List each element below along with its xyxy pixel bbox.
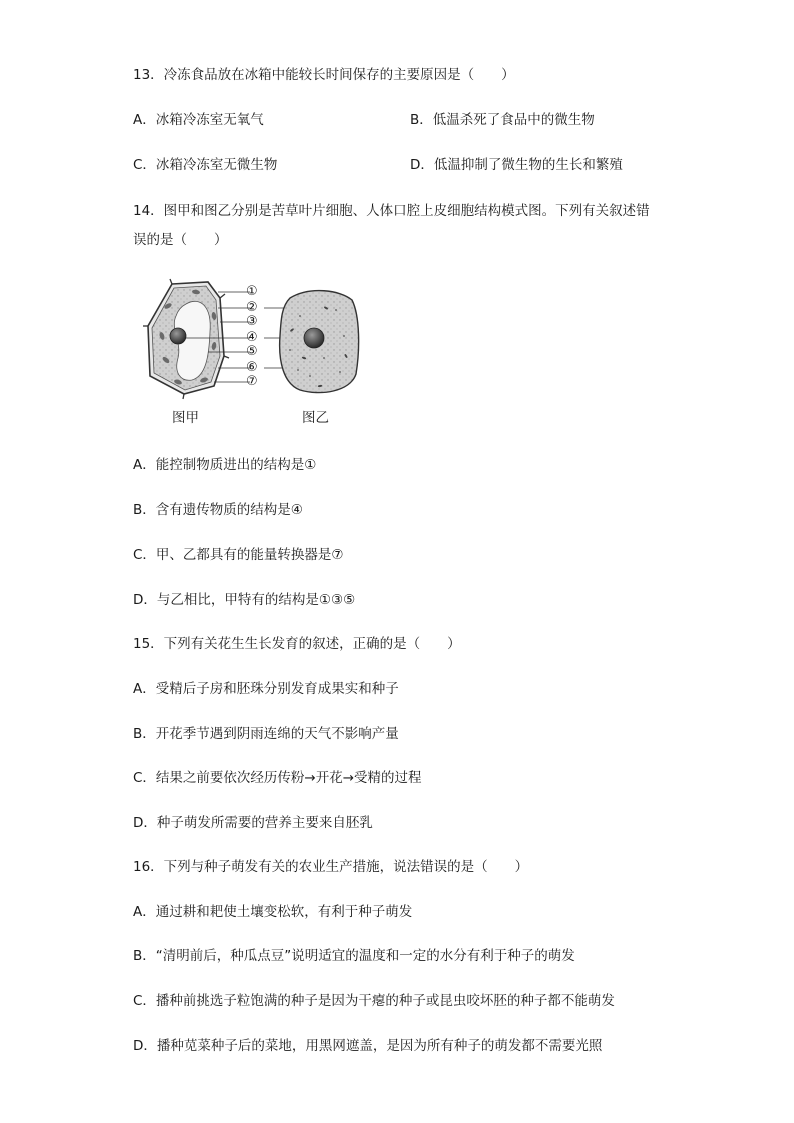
q14-option-d: D．与乙相比，甲特有的结构是①③⑤ bbox=[133, 592, 356, 608]
label-3: ③ bbox=[246, 314, 258, 329]
q14-option-b: B．含有遗传物质的结构是④ bbox=[133, 502, 303, 518]
q14-option-c: C．甲、乙都具有的能量转换器是⑦ bbox=[133, 547, 344, 563]
q14-stem-line1: 14．图甲和图乙分别是苦草叶片细胞、人体口腔上皮细胞结构模式图。下列有关叙述错 bbox=[133, 203, 650, 219]
q15-option-b: B．开花季节遇到阴雨连绵的天气不影响产量 bbox=[133, 726, 399, 742]
cell-structure-figure bbox=[140, 276, 380, 432]
caption-right: 图乙 bbox=[302, 410, 329, 426]
q13-option-d: D．低温抑制了微生物的生长和繁殖 bbox=[410, 157, 623, 173]
q16-stem: 16．下列与种子萌发有关的农业生产措施，说法错误的是（ ） bbox=[133, 859, 529, 875]
q16-option-c: C．播种前挑选子粒饱满的种子是因为干瘪的种子或昆虫咬坏胚的种子都不能萌发 bbox=[133, 993, 615, 1009]
label-4: ④ bbox=[246, 330, 258, 345]
q14-option-a: A．能控制物质进出的结构是① bbox=[133, 457, 317, 473]
q15-option-d: D．种子萌发所需要的营养主要来自胚乳 bbox=[133, 815, 373, 831]
label-2: ② bbox=[246, 300, 258, 315]
q13-stem: 13．冷冻食品放在冰箱中能较长时间保存的主要原因是（ ） bbox=[133, 67, 515, 83]
q16-option-b: B．“清明前后，种瓜点豆”说明适宜的温度和一定的水分有利于种子的萌发 bbox=[133, 948, 575, 964]
label-6: ⑥ bbox=[246, 360, 258, 375]
q13-option-c: C．冰箱冷冻室无微生物 bbox=[133, 157, 278, 173]
q13-option-a: A．冰箱冷冻室无氧气 bbox=[133, 112, 264, 128]
q13-option-b: B．低温杀死了食品中的微生物 bbox=[410, 112, 595, 128]
label-7: ⑦ bbox=[246, 374, 258, 389]
label-5: ⑤ bbox=[246, 344, 258, 359]
cell-diagram bbox=[140, 276, 380, 406]
q15-stem: 15．下列有关花生生长发育的叙述，正确的是（ ） bbox=[133, 636, 461, 652]
label-1: ① bbox=[246, 284, 258, 299]
q14-stem-line2: 误的是（ ） bbox=[133, 232, 228, 248]
caption-left: 图甲 bbox=[172, 410, 199, 426]
q15-option-c: C．结果之前要依次经历传粉→开花→受精的过程 bbox=[133, 770, 422, 786]
q16-option-a: A．通过耕和耙使土壤变松软，有利于种子萌发 bbox=[133, 904, 413, 920]
q15-option-a: A．受精后子房和胚珠分别发育成果实和种子 bbox=[133, 681, 399, 697]
plant-cell bbox=[143, 279, 229, 399]
q16-option-d: D．播种苋菜种子后的菜地，用黑网遮盖，是因为所有种子的萌发都不需要光照 bbox=[133, 1038, 603, 1054]
animal-cell bbox=[280, 291, 359, 393]
